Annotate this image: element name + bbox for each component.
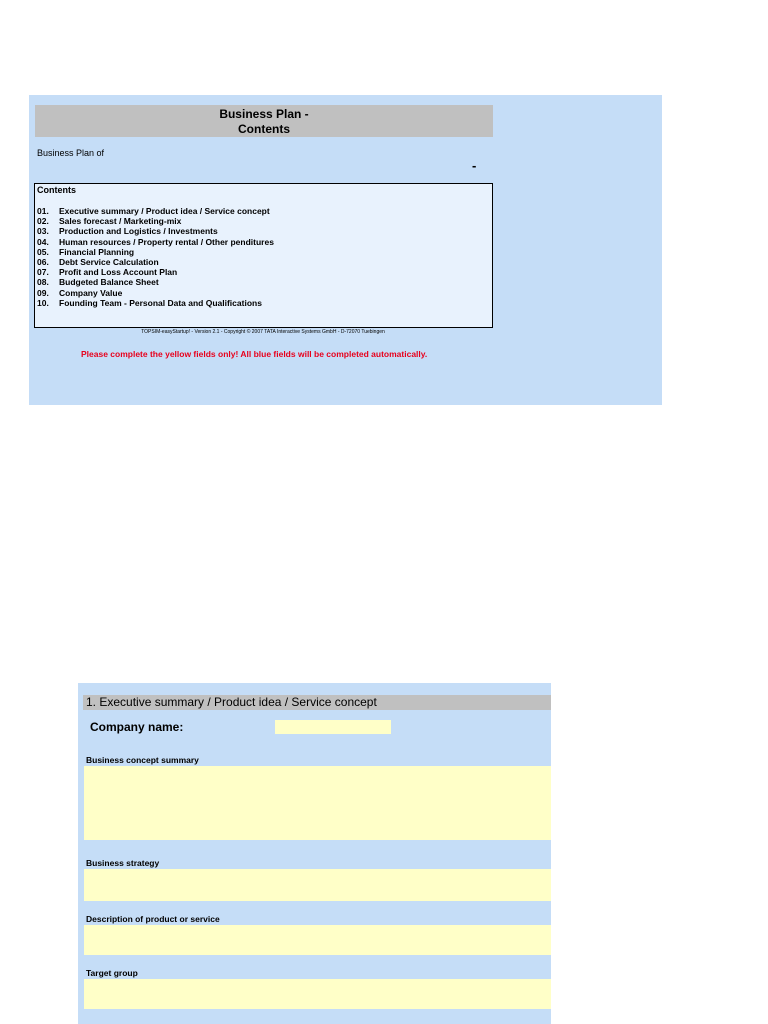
product-description-label: Description of product or service	[86, 914, 220, 924]
product-description-field[interactable]	[84, 925, 551, 955]
contents-item[interactable]: 06. Debt Service Calculation	[37, 256, 159, 267]
company-name-label: Company name:	[90, 720, 184, 734]
contents-item[interactable]: 02. Sales forecast / Marketing-mix	[37, 216, 182, 227]
contents-box	[34, 183, 493, 328]
contents-sheet	[29, 95, 662, 405]
section-title: 1. Executive summary / Product idea / Service concept	[83, 695, 551, 710]
executive-summary-sheet	[78, 683, 551, 1024]
title-line-1: Business Plan -	[219, 107, 309, 121]
business-plan-of-value: -	[472, 158, 477, 173]
contents-item[interactable]: 08. Budgeted Balance Sheet	[37, 277, 159, 288]
target-group-field[interactable]	[84, 979, 551, 1009]
business-strategy-field[interactable]	[84, 869, 551, 901]
contents-title-bar	[35, 105, 493, 137]
contents-item[interactable]: 10. Founding Team - Personal Data and Qualifications	[37, 297, 262, 308]
business-concept-summary-label: Business concept summary	[86, 755, 199, 765]
contents-list	[37, 206, 274, 308]
company-name-input[interactable]	[275, 720, 391, 734]
business-plan-of-label: Business Plan of	[37, 148, 105, 158]
title-line-2: Contents	[238, 122, 290, 136]
completion-notice: Please complete the yellow fields only! All blue fields will be completed automatically.	[81, 349, 428, 359]
business-strategy-label: Business strategy	[86, 858, 160, 868]
target-group-label: Target group	[86, 968, 138, 978]
contents-item[interactable]: 03. Production and Logistics / Investments	[37, 226, 218, 237]
contents-item[interactable]: 01. Executive summary / Product idea / Service concept	[37, 206, 270, 216]
contents-item[interactable]: 05. Financial Planning	[37, 246, 135, 257]
business-concept-summary-field[interactable]	[84, 766, 551, 840]
contents-heading: Contents	[37, 185, 76, 195]
contents-item[interactable]: 04. Human resources / Property rental / Other penditures	[37, 236, 274, 247]
contents-item[interactable]: 07. Profit and Loss Account Plan	[37, 267, 178, 278]
copyright-footer: TOPSIM-easyStartup! - Version 2.1 - Copyright © 2007 TATA Interactive Systems GmbH - D-72070 Tuebingen	[141, 329, 385, 335]
contents-item[interactable]: 09. Company Value	[37, 287, 123, 298]
